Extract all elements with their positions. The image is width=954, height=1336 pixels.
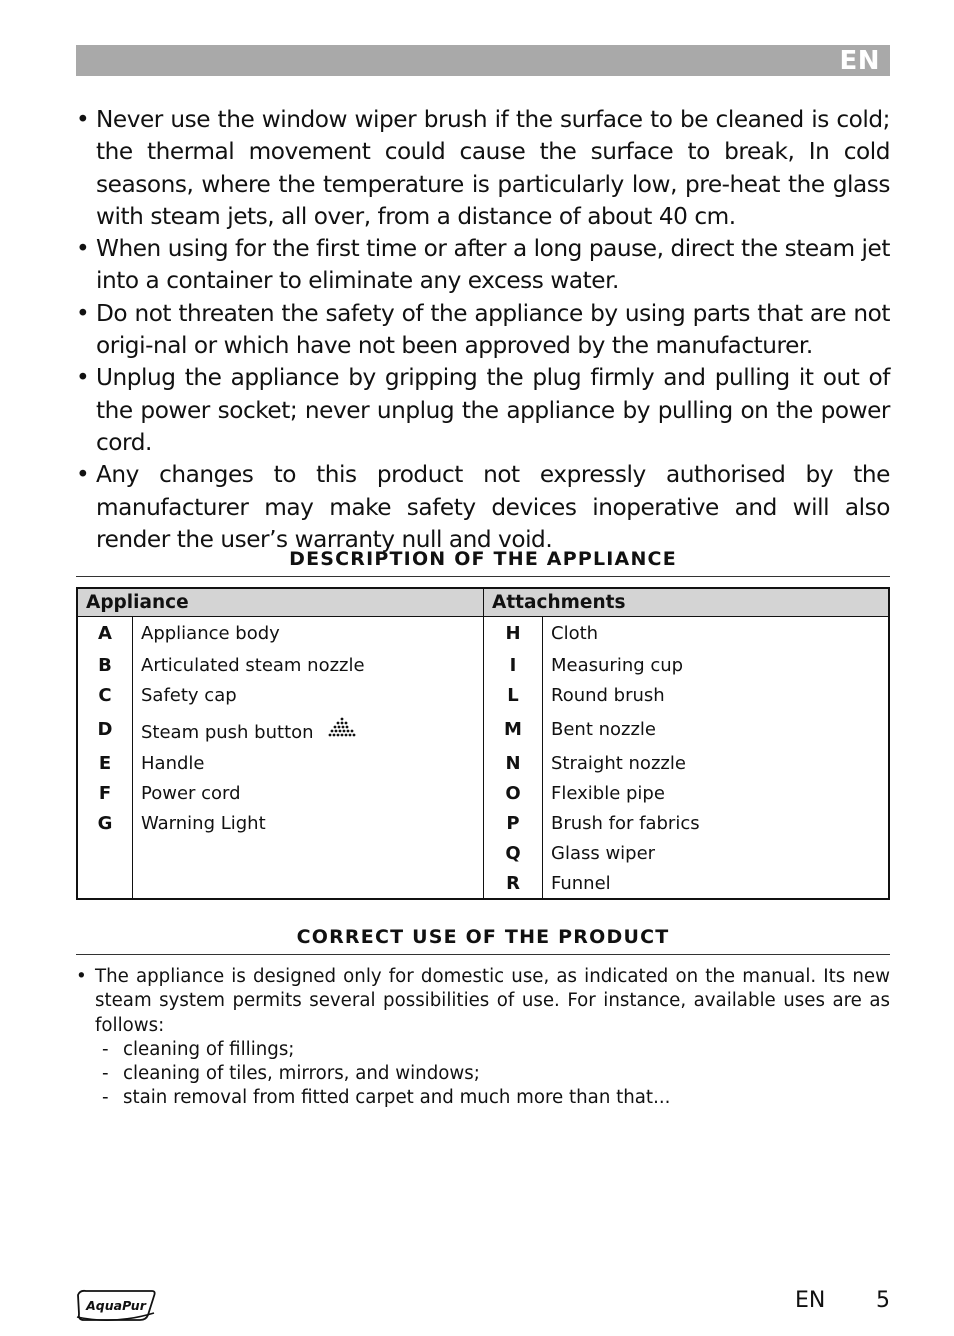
language-code: EN — [839, 46, 880, 76]
safety-bullet-text: Unplug the appliance by gripping the plug firmly and pulling it out of the power socket; never unplug the appliance by pulling on the power cord. — [96, 364, 890, 456]
part-name: Handle — [133, 749, 484, 779]
part-name — [133, 839, 484, 869]
part-name: Articulated steam nozzle — [133, 650, 484, 681]
attachment-letter: L — [484, 681, 543, 711]
part-name — [133, 869, 484, 899]
attachment-letter: Q — [484, 839, 543, 869]
use-item-text: stain removal from fitted carpet and much more than that... — [123, 1087, 671, 1109]
attachment-letter: H — [484, 617, 543, 650]
aquapur-logo — [74, 1287, 158, 1327]
table-row — [77, 749, 889, 779]
list-item: - cleaning of tiles, mirrors, and windows; — [76, 1062, 890, 1086]
correct-use-bullet: • The appliance is designed only for domestic use, as indicated on the manual. Its new steam system permits several possibilities of use. For instance, available uses are as follows: — [76, 965, 890, 1038]
attachment-letter: O — [484, 779, 543, 809]
safety-bullet-text: Do not threaten the safety of the appliance by using parts that are not origi-nal or which have not been approved by the manufacturer. — [96, 299, 890, 360]
part-name-cell — [133, 711, 484, 749]
description-title-rule — [76, 576, 890, 577]
table-row — [77, 681, 889, 711]
attachment-letter: P — [484, 809, 543, 839]
footer-language: EN — [795, 1288, 826, 1313]
safety-bullet: • Any changes to this product not expressly authorised by the manufacturer may make safety devices inoperative and will also render the user’s warranty null and void. — [76, 459, 890, 556]
correct-use-content — [76, 965, 890, 1111]
use-item-text: cleaning of fillings; — [123, 1038, 295, 1060]
table-row — [77, 617, 889, 650]
list-item: - stain removal from fitted carpet and much more than that... — [76, 1086, 890, 1110]
safety-bullet: • Do not threaten the safety of the appliance by using parts that are not origi-nal or which have not been approved by the manufacturer. — [76, 298, 890, 363]
part-letter — [77, 869, 133, 899]
attachment-letter: M — [484, 711, 543, 749]
attachment-name: Funnel — [551, 872, 611, 894]
attachment-name: Flexible pipe — [551, 783, 665, 804]
safety-bullet-text: When using for the first time or after a long pause, direct the steam jet into a container to eliminate any excess water. — [96, 235, 890, 295]
safety-bullet: • Unplug the appliance by gripping the plug firmly and pulling it out of the power socket; never unplug the appliance by pulling on the power cord. — [76, 362, 890, 459]
list-item: - cleaning of fillings; — [76, 1038, 890, 1062]
part-letter: F — [77, 779, 133, 809]
attachment-name: Brush for fabrics — [551, 813, 700, 834]
correct-use-section-title: CORRECT USE OF THE PRODUCT — [296, 926, 670, 948]
part-letter: C — [77, 681, 133, 711]
attachment-name: Bent nozzle — [551, 719, 657, 740]
attachment-name: Straight nozzle — [551, 753, 686, 774]
safety-bullet-text: Never use the window wiper brush if the surface to be cleaned is cold; the thermal movement could cause the surface to break, In cold seasons, where the temperature is particularly low, pre-heat the glass with steam jets, all over, from a distance of about 40 cm. — [96, 106, 890, 230]
attachments-column-header: Attachments — [484, 588, 890, 617]
part-letter — [77, 839, 133, 869]
use-item-text: cleaning of tiles, mirrors, and windows; — [123, 1063, 480, 1085]
part-letter: B — [77, 650, 133, 681]
part-name: Appliance body — [133, 617, 484, 650]
page-number: 5 — [876, 1288, 890, 1313]
attachment-name: Glass wiper — [551, 843, 656, 864]
part-letter: A — [77, 617, 133, 650]
attachment-letter: I — [484, 650, 543, 681]
table-row — [77, 650, 889, 681]
correct-use-title-rule — [76, 954, 890, 955]
attachment-letter: R — [484, 869, 543, 899]
safety-bullet: • When using for the first time or after a long pause, direct the steam jet into a container to eliminate any excess water. — [76, 233, 890, 298]
attachment-name: Round brush — [551, 685, 665, 706]
correct-use-intro: The appliance is designed only for domestic use, as indicated on the manual. Its new steam system permits several possibilities of use. For instance, available uses are as follows: — [95, 966, 890, 1036]
part-letter: E — [77, 749, 133, 779]
table-row — [77, 839, 889, 869]
logo-text: AquaPur — [86, 1298, 146, 1313]
table-row — [77, 869, 889, 899]
safety-bullet-list — [76, 104, 890, 556]
safety-bullet: • Never use the window wiper brush if the surface to be cleaned is cold; the thermal movement could cause the surface to break, In cold seasons, where the temperature is particularly low, pre-heat the glass with steam jets, all over, from a distance of about 40 cm. — [76, 104, 890, 233]
table-header-row — [77, 588, 889, 617]
table-row — [77, 809, 889, 839]
part-letter: G — [77, 809, 133, 839]
appliance-description-table — [76, 587, 890, 900]
description-section-title: DESCRIPTION OF THE APPLIANCE — [289, 548, 677, 570]
part-letter: D — [77, 711, 133, 749]
steam-icon — [327, 717, 357, 742]
safety-bullet-text: Any changes to this product not expressly authorised by the manufacturer may make safety devices inoperative and will also render the user’s warranty null and void. — [96, 461, 890, 553]
attachment-letter: N — [484, 749, 543, 779]
appliance-column-header: Appliance — [77, 588, 484, 617]
attachment-name: Measuring cup — [551, 654, 684, 676]
part-name: Power cord — [133, 779, 484, 809]
part-name: Steam push button — [141, 721, 314, 743]
table-row — [77, 779, 889, 809]
table-row — [77, 711, 889, 749]
part-name: Safety cap — [133, 681, 484, 711]
attachment-name: Cloth — [551, 622, 599, 644]
language-header-bar — [76, 45, 890, 76]
part-name: Warning Light — [133, 809, 484, 839]
